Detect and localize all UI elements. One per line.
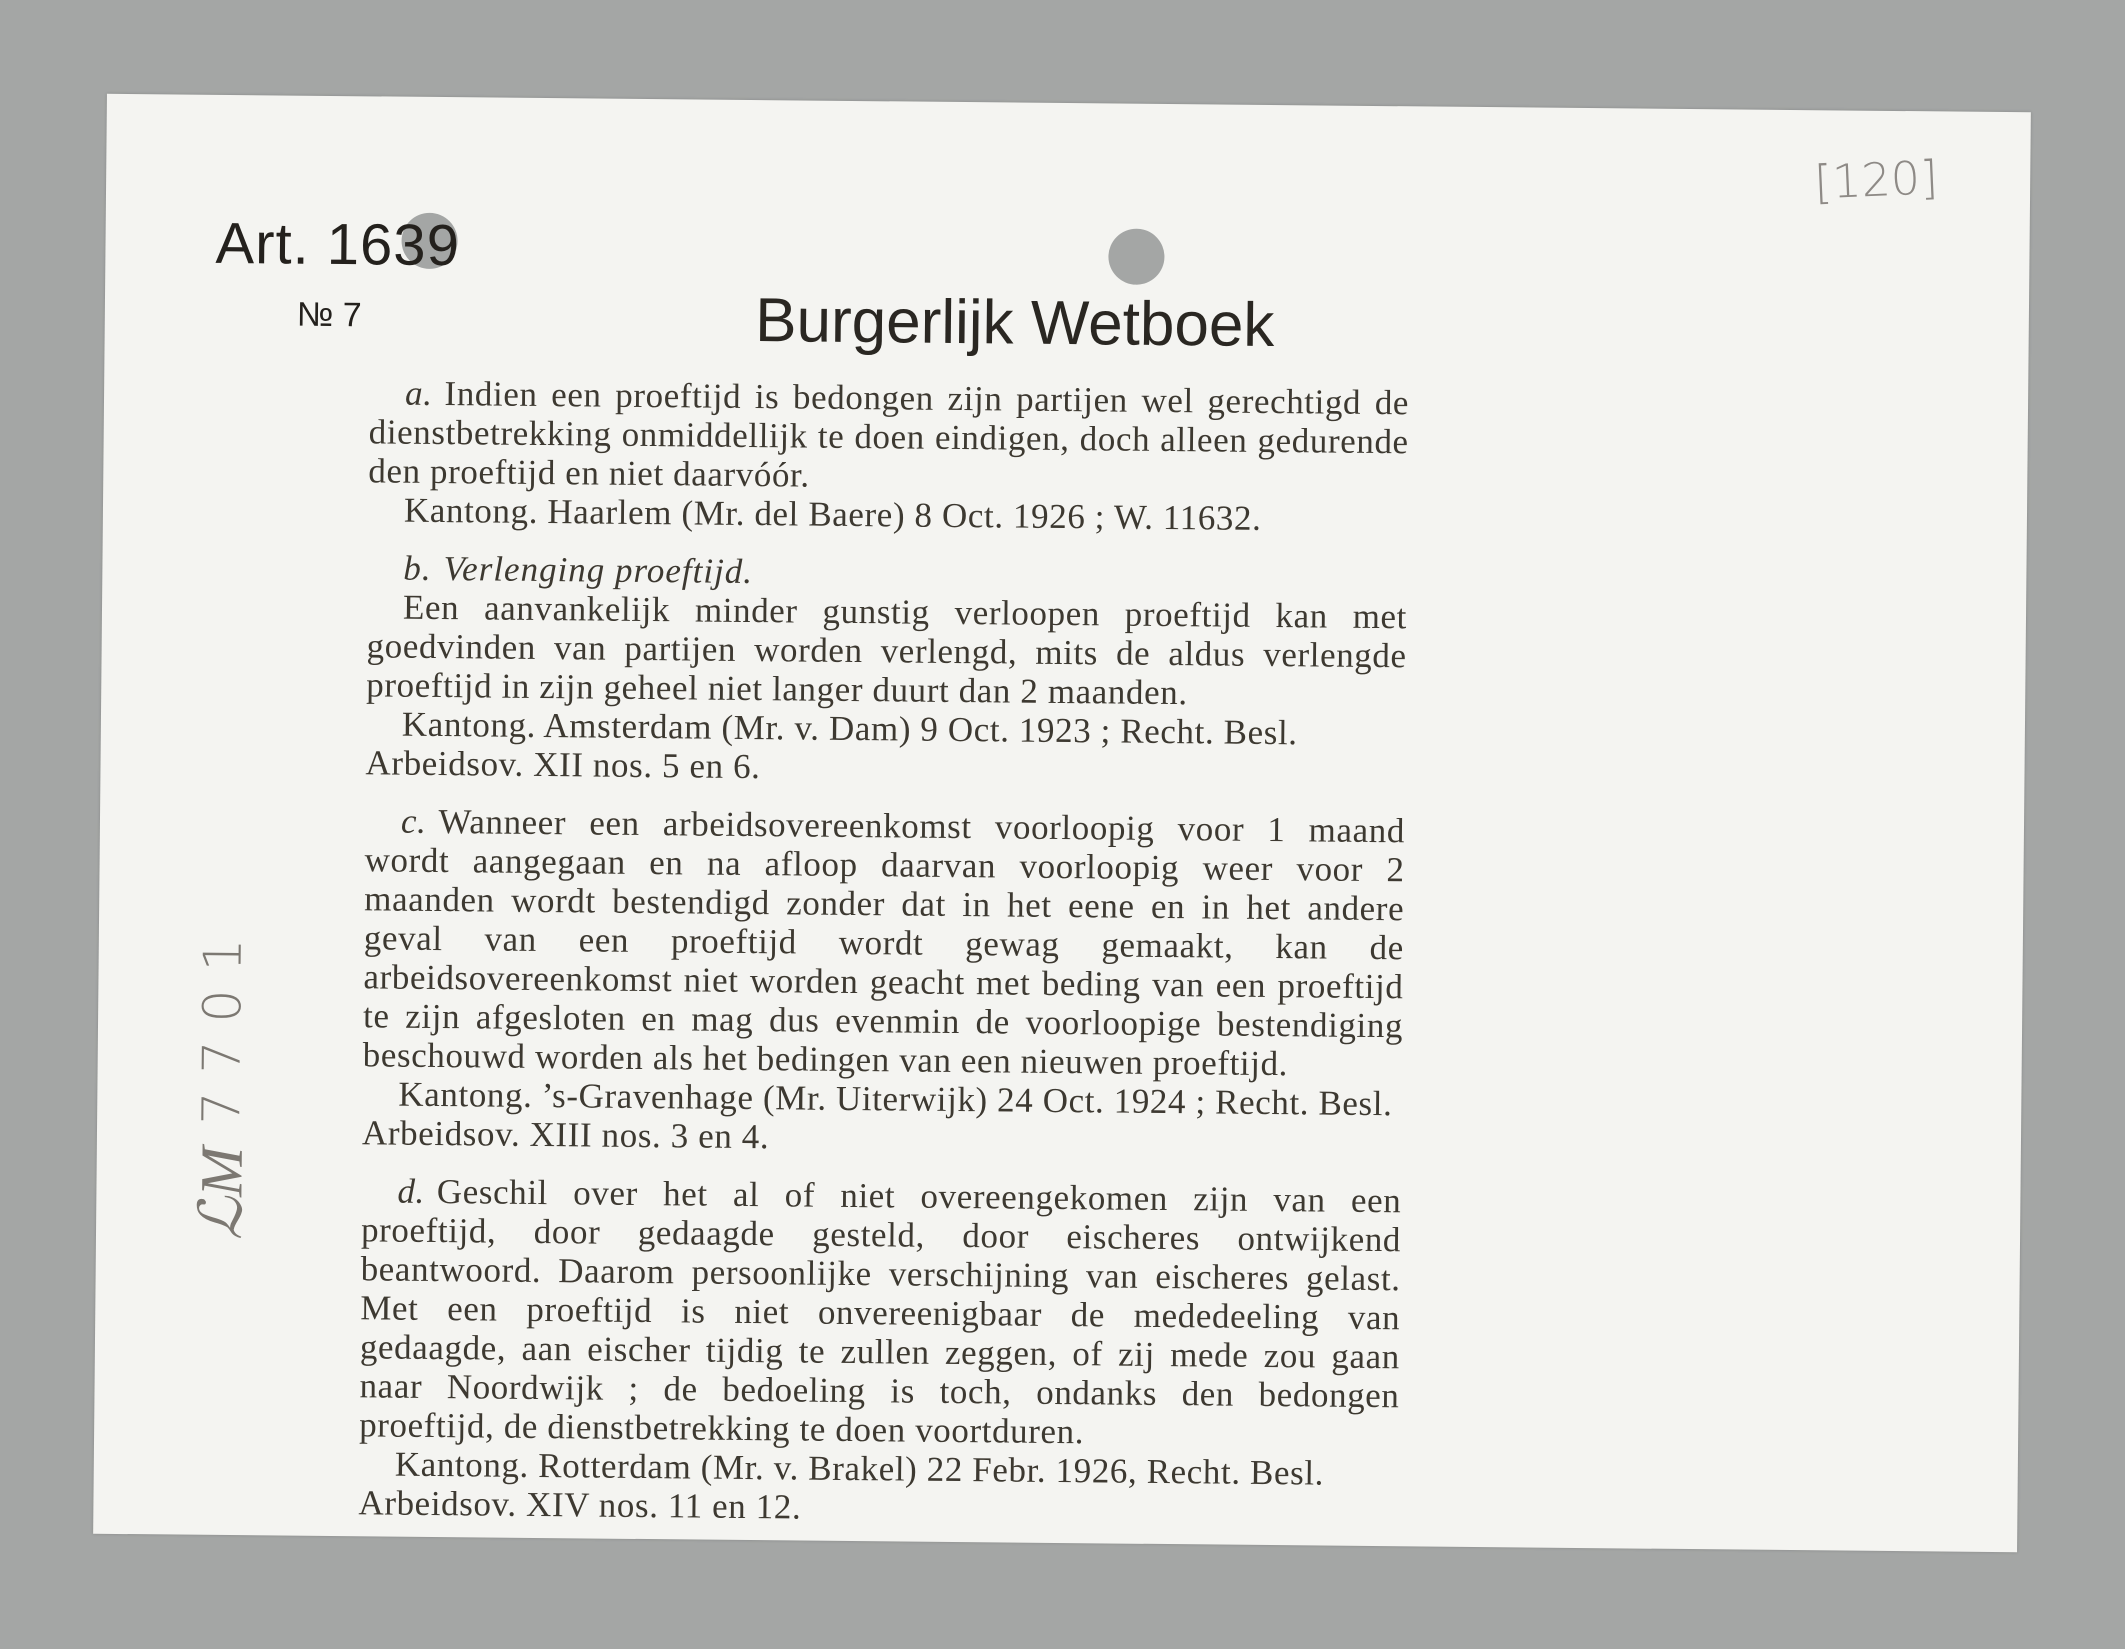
entry-text: Wanneer een arbeidsovereenkomst voorloopig voor 1 maand wordt aangegaan en na afloop daarvan voorloopig weer voor 2 maanden wordt bestendigd zonder dat in het eene en in het andere geval van een proeftijd wordt gewag gemaakt, kan de arbeidsovereenkomst niet worden geacht met beding van een proeftijd te zijn afgesloten en mag dus evenmin de voorloopige bestendiging beschouwd worden als het bedingen van een nieuwen proeftijd. xyxy=(362,802,1406,1084)
entry-paragraph xyxy=(368,373,1409,500)
entry-a xyxy=(368,373,1409,539)
article-label: Art. 1639 xyxy=(215,210,461,279)
card-number: № 7 xyxy=(296,295,362,335)
entry-citation: Kantong. Haarlem (Mr. del Baere) 8 Oct. 1926 ; W. 11632. xyxy=(403,490,1262,538)
entry-paragraph xyxy=(363,801,1406,1084)
entry-subheading-text: Verlenging proeftijd. xyxy=(443,549,754,592)
entry-citation: Kantong. Rotterdam (Mr. v. Brakel) 22 Febr. 1926, Recht. Besl. Arbeidsov. XIV nos. 11 en 12. xyxy=(358,1444,1325,1527)
punch-hole-right xyxy=(1108,228,1165,285)
entry-c xyxy=(362,801,1405,1162)
archive-number: [120] xyxy=(1813,150,1940,210)
collection-stamp xyxy=(181,900,264,1241)
stamp-number: 7701 xyxy=(192,920,255,1126)
index-card xyxy=(93,94,2031,1552)
entry-letter: c. xyxy=(400,801,427,841)
entry-letter: d. xyxy=(397,1171,426,1211)
entry-text: Een aanvankelijk minder gunstig verloopen proeftijd kan met goedvinden van partijen worden verlengd, mits de aldus verlengde proeftijd in zijn geheel niet langer duurt dan 2 maanden. xyxy=(366,587,1408,713)
case-law-entries xyxy=(358,373,1409,1551)
entry-letter: a. xyxy=(404,373,433,413)
entry-citation: Kantong. ’s-Gravenhage (Mr. Uiterwijk) 24 Oct. 1924 ; Recht. Besl. Arbeidsov. XIII nos. 3 en 4. xyxy=(361,1074,1393,1157)
entry-b xyxy=(365,548,1407,792)
entry-letter: b. xyxy=(403,548,432,588)
page-title: Burgerlijk Wetboek xyxy=(754,286,1275,361)
entry-d xyxy=(358,1171,1401,1532)
stamp-logo: ℒM xyxy=(187,1146,255,1241)
entry-text: Indien een proeftijd is bedongen zijn partijen wel gerechtigd de dienstbetrekking onmiddellijk te doen eindigen, doch alleen gedurende den proeftijd en niet daarvóór. xyxy=(368,374,1410,495)
entry-paragraph xyxy=(359,1171,1402,1454)
entry-text: Geschil over het al of niet overeengekomen zijn van een proeftijd, door gedaagde gesteld, door eischeres ontwijkend beantwoord. Daarom persoonlijke verschijning van eischeres gelast. Met een proeftijd is niet onvereenigbaar de mededeeling van gedaagde, aan eischer tijdig te zullen zeggen, of zij mede zou gaan naar Noordwijk ; de bedoeling is toch, ondanks den bedongen proeftijd, de dienstbetrekking te doen voortduren. xyxy=(359,1172,1402,1452)
entry-citation: Kantong. Amsterdam (Mr. v. Dam) 9 Oct. 1923 ; Recht. Besl. Arbeidsov. XII nos. 5 en 6. xyxy=(365,704,1298,787)
